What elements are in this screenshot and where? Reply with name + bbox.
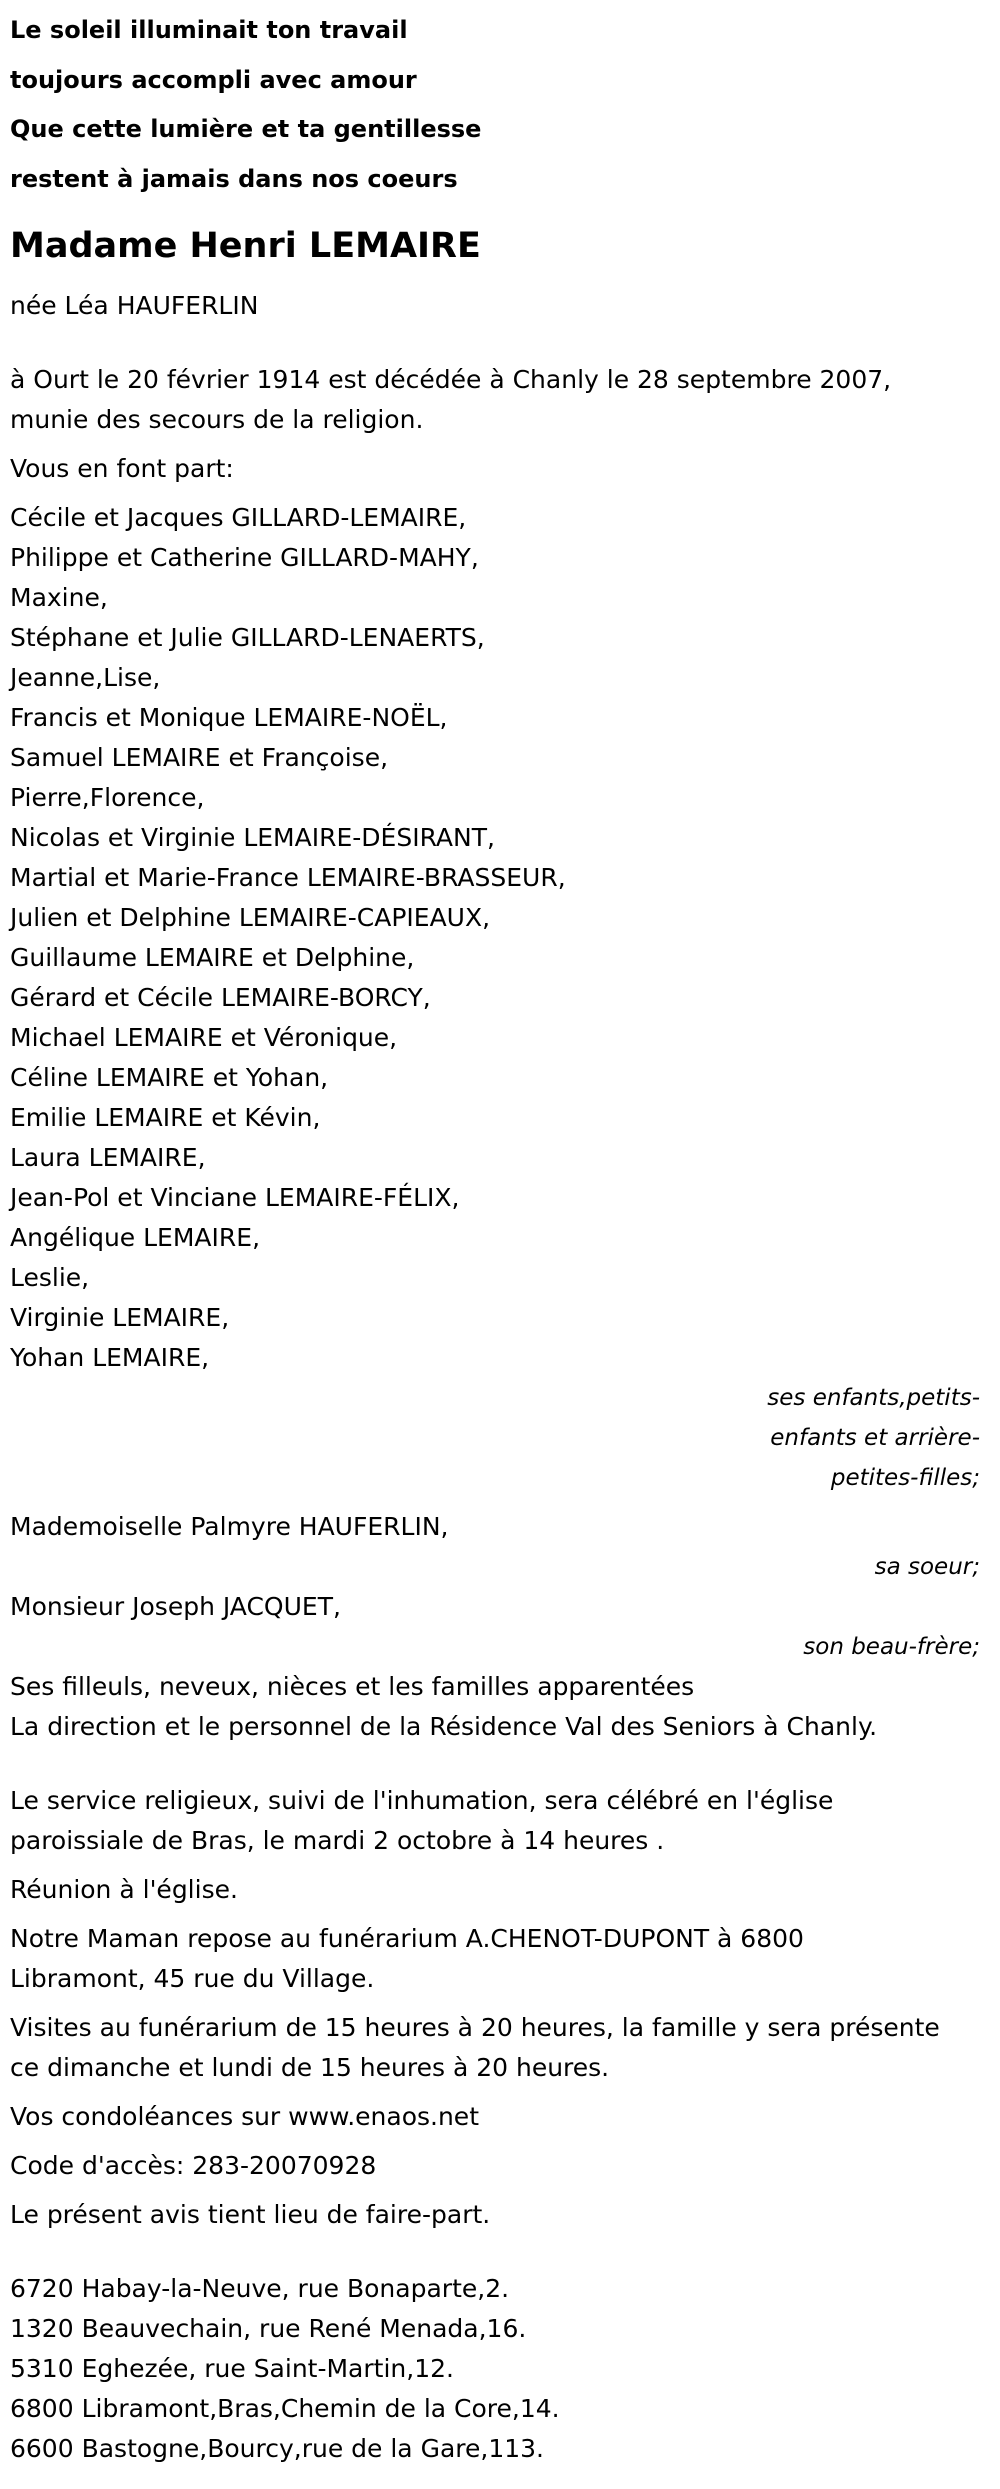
family-member: Angélique LEMAIRE, <box>10 1223 261 1252</box>
others-line: La direction et le personnel de la Résidence Val des Seniors à Chanly. <box>10 1712 878 1741</box>
family-role <box>10 1378 990 1498</box>
family-member: Martial et Marie-France LEMAIRE-BRASSEUR, <box>10 863 566 892</box>
family-member: Jeanne,Lise, <box>10 663 161 692</box>
family-list <box>10 498 990 1378</box>
address: 5310 Eghezée, rue Saint-Martin,12. <box>10 2354 454 2383</box>
others-line: Ses filleuls, neveux, nièces et les familles apparentées <box>10 1672 695 1701</box>
family-member: Samuel LEMAIRE et Françoise, <box>10 743 389 772</box>
family-member: Francis et Monique LEMAIRE-NOËL, <box>10 703 448 732</box>
family-member: Guillaume LEMAIRE et Delphine, <box>10 943 415 972</box>
brother-in-law-name: Monsieur Joseph JACQUET, <box>10 1592 341 1621</box>
service-line: Le service religieux, suivi de l'inhumation, sera célébré en l'église <box>10 1786 834 1815</box>
family-member: Cécile et Jacques GILLARD-LEMAIRE, <box>10 503 467 532</box>
brother-in-law-role: son beau-frère; <box>803 1634 980 1660</box>
visits-line: Visites au funérarium de 15 heures à 20 heures, la famille y sera présente <box>10 2013 940 2042</box>
poem-line: toujours accompli avec amour <box>10 65 417 94</box>
family-member: Gérard et Cécile LEMAIRE-BORCY, <box>10 983 431 1012</box>
poem-line: Le soleil illuminait ton travail <box>10 16 408 44</box>
access-code: Code d'accès: 283-20070928 <box>10 2151 377 2180</box>
poem-line: Que cette lumière et ta gentillesse <box>10 115 482 143</box>
address-list <box>10 2269 990 2469</box>
family-member: Laura LEMAIRE, <box>10 1143 206 1172</box>
sister-role: sa soeur; <box>874 1554 980 1580</box>
family-member: Stéphane et Julie GILLARD-LENAERTS, <box>10 623 485 652</box>
service-line: paroissiale de Bras, le mardi 2 octobre à 14 heures . <box>10 1826 665 1855</box>
family-member: Yohan LEMAIRE, <box>10 1343 210 1372</box>
death-line: à Ourt le 20 février 1914 est décédée à Chanly le 28 septembre 2007, <box>10 365 892 394</box>
family-member: Virginie LEMAIRE, <box>10 1303 230 1332</box>
address: 1320 Beauvechain, rue René Menada,16. <box>10 2314 527 2343</box>
family-member: Nicolas et Virginie LEMAIRE-DÉSIRANT, <box>10 823 495 852</box>
family-role-line: ses enfants,petits- <box>767 1385 980 1411</box>
obituary-page <box>0 6 1000 2489</box>
family-member: Jean-Pol et Vinciane LEMAIRE-FÉLIX, <box>10 1183 460 1212</box>
family-member: Leslie, <box>10 1263 90 1292</box>
family-member: Michael LEMAIRE et Véronique, <box>10 1023 398 1052</box>
address: 6720 Habay-la-Neuve, rue Bonaparte,2. <box>10 2274 510 2303</box>
family-member: Julien et Delphine LEMAIRE-CAPIEAUX, <box>10 903 491 932</box>
family-member: Céline LEMAIRE et Yohan, <box>10 1063 329 1092</box>
family-member: Maxine, <box>10 583 108 612</box>
poem <box>10 6 990 204</box>
condolences: Vos condoléances sur www.enaos.net <box>10 2102 479 2131</box>
rest-line: Notre Maman repose au funérarium A.CHENOT-DUPONT à 6800 <box>10 1924 804 1953</box>
address: 6800 Libramont,Bras,Chemin de la Core,14. <box>10 2394 560 2423</box>
sister-name: Mademoiselle Palmyre HAUFERLIN, <box>10 1512 449 1541</box>
family-member: Pierre,Florence, <box>10 783 205 812</box>
deceased-name: Madame Henri LEMAIRE <box>10 226 481 266</box>
notice: Le présent avis tient lieu de faire-part. <box>10 2200 491 2229</box>
death-line: munie des secours de la religion. <box>10 405 424 434</box>
birth-name: née Léa HAUFERLIN <box>10 291 259 320</box>
address: 6600 Bastogne,Bourcy,rue de la Gare,113. <box>10 2434 544 2463</box>
rest-line: Libramont, 45 rue du Village. <box>10 1964 375 1993</box>
family-role-line: enfants et arrière- <box>770 1425 980 1451</box>
poem-line: restent à jamais dans nos coeurs <box>10 164 458 193</box>
reunion: Réunion à l'église. <box>10 1875 238 1904</box>
family-role-line: petites-filles; <box>830 1465 980 1491</box>
visits-line: ce dimanche et lundi de 15 heures à 20 heures. <box>10 2053 610 2082</box>
family-member: Emilie LEMAIRE et Kévin, <box>10 1103 321 1132</box>
family-member: Philippe et Catherine GILLARD-MAHY, <box>10 543 479 572</box>
announcement-intro: Vous en font part: <box>10 454 234 483</box>
